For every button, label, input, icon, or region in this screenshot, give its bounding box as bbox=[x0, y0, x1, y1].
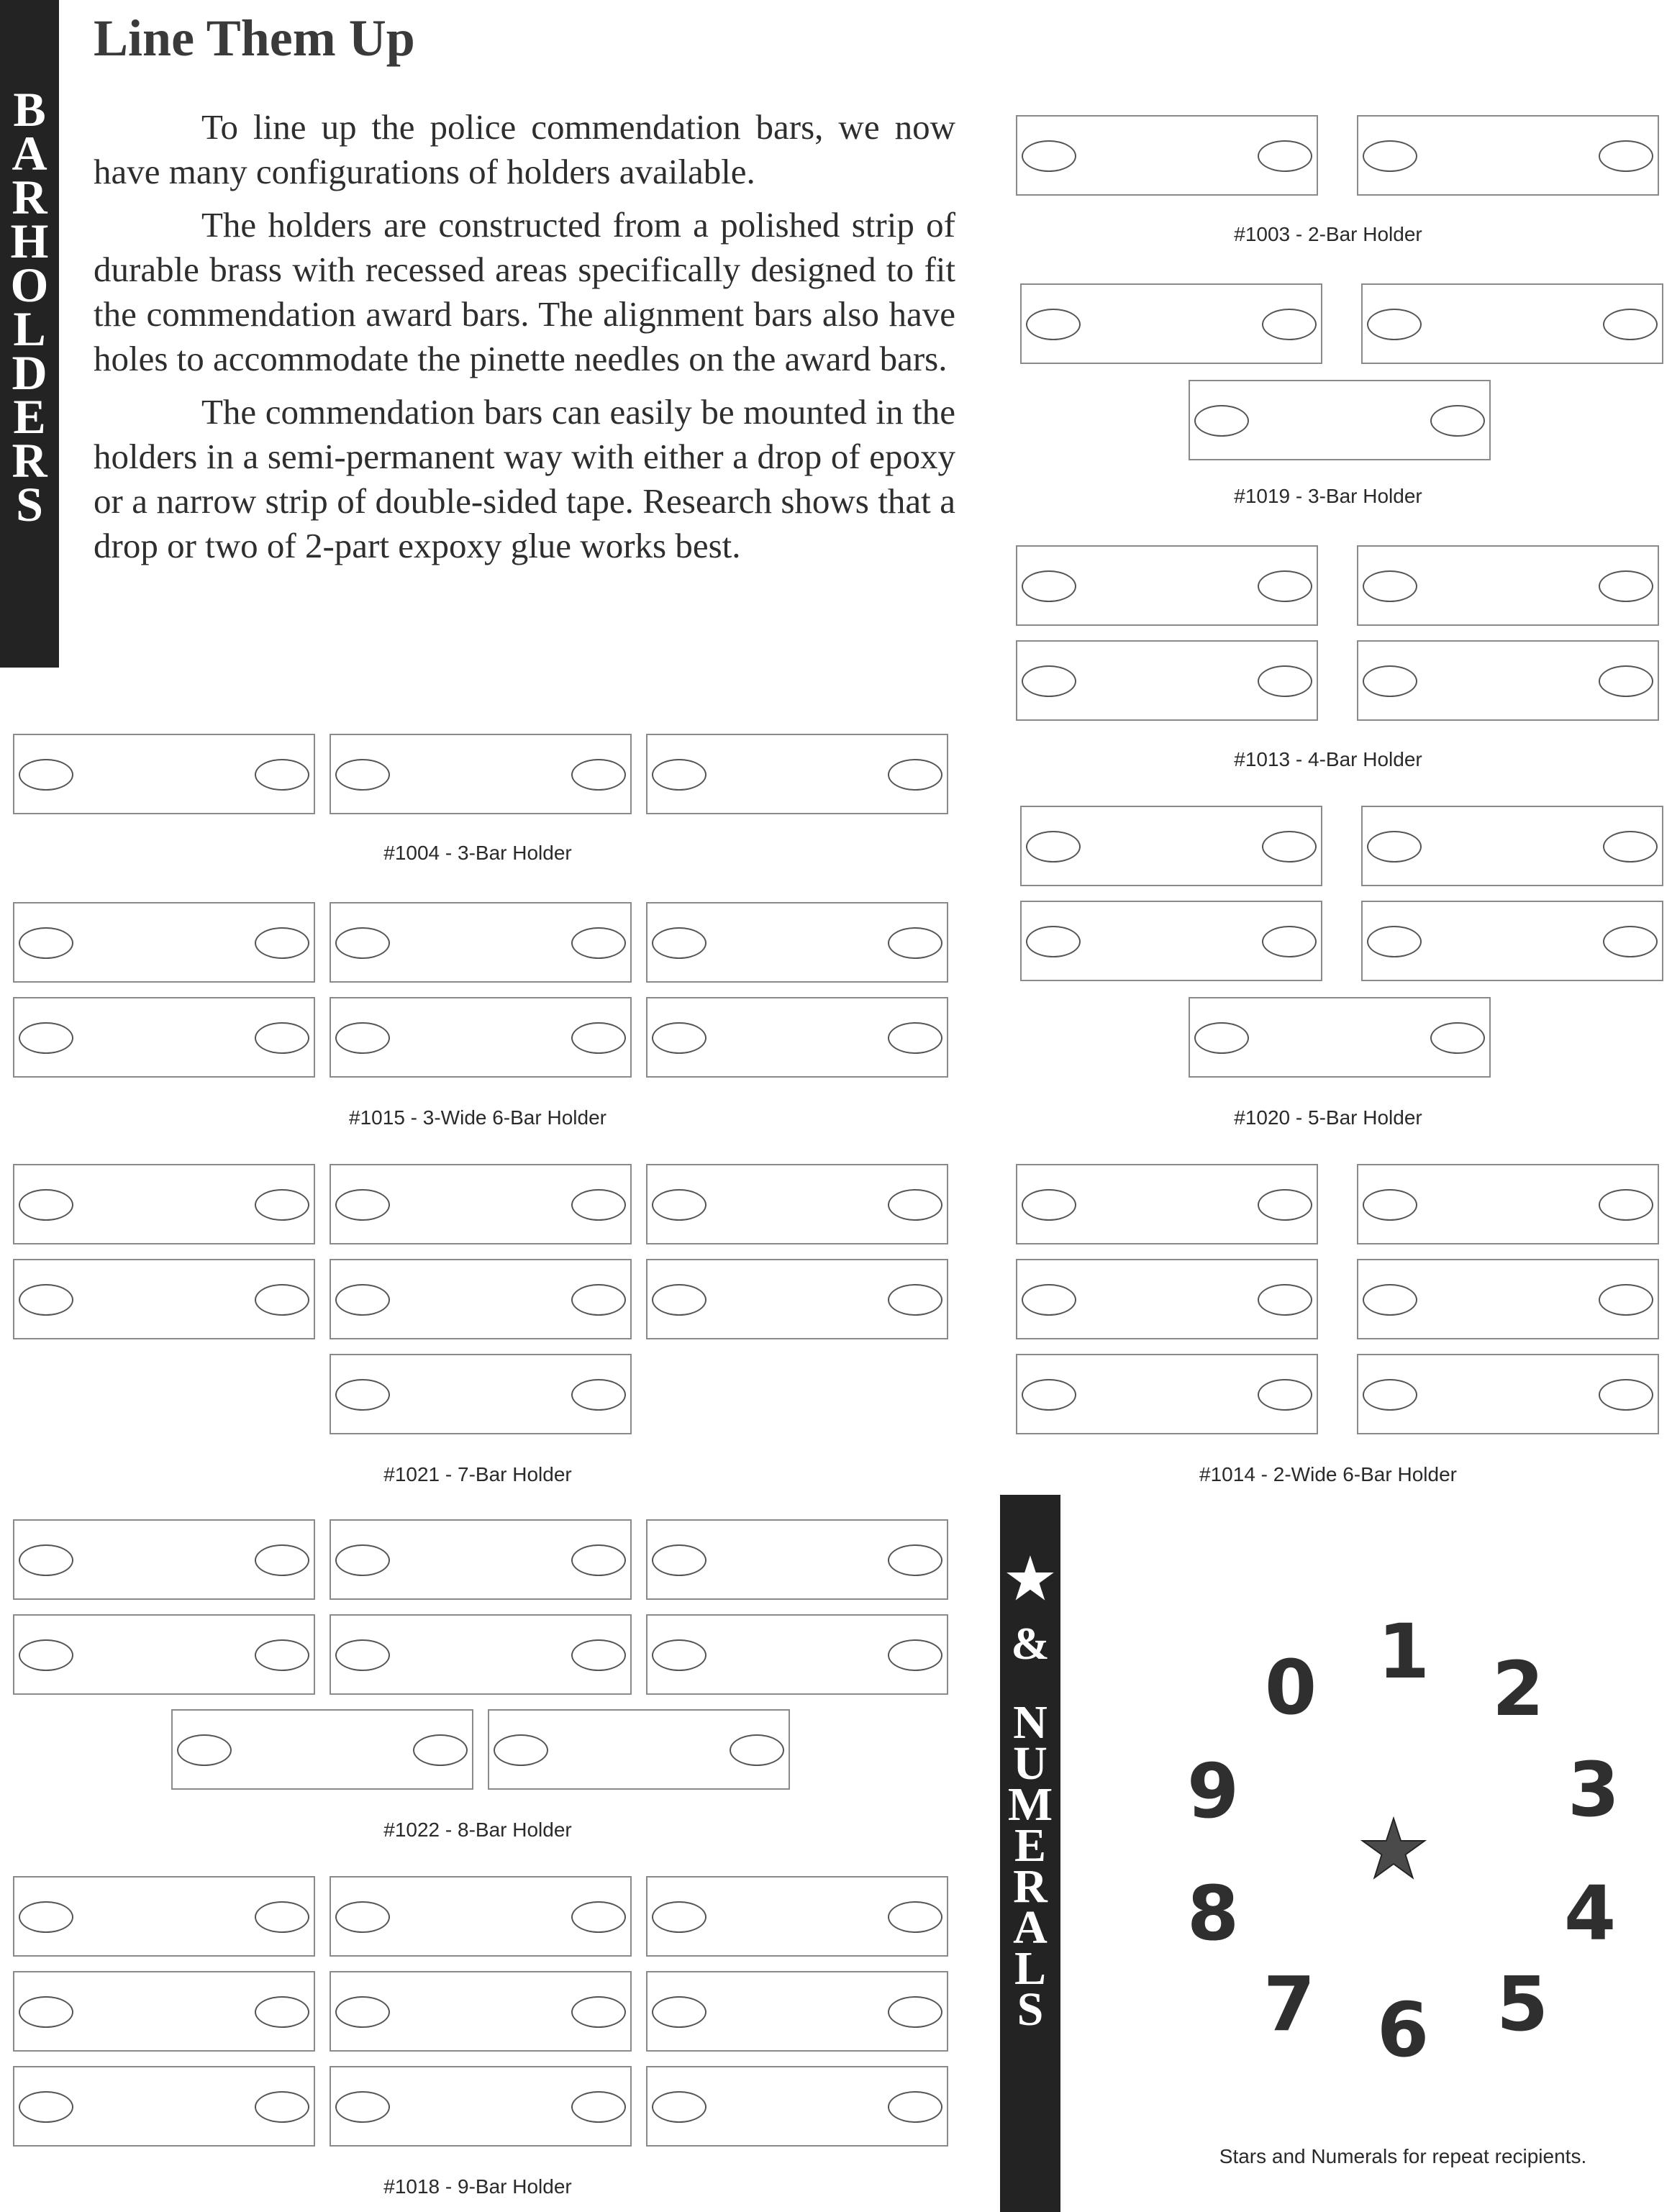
pin-hole bbox=[888, 1901, 942, 1933]
holder-bar bbox=[330, 734, 632, 814]
pin-hole bbox=[255, 1284, 309, 1316]
pin-hole bbox=[19, 927, 73, 959]
banner-letter: L bbox=[13, 301, 46, 356]
holder-bar bbox=[646, 1876, 948, 1957]
holder-bar bbox=[13, 1164, 315, 1244]
banner-letter: L bbox=[1014, 1942, 1047, 1995]
pin-hole bbox=[335, 2091, 390, 2123]
pin-hole bbox=[1599, 570, 1653, 602]
pin-hole bbox=[335, 1639, 390, 1671]
pin-hole bbox=[1363, 1284, 1417, 1316]
pin-hole bbox=[1262, 831, 1317, 863]
product-caption: #1014 - 2-Wide 6-Bar Holder bbox=[1199, 1463, 1457, 1485]
numeral-1: 1 bbox=[1377, 1608, 1430, 1696]
pin-hole bbox=[1258, 570, 1312, 602]
product-caption: #1013 - 4-Bar Holder bbox=[1234, 748, 1422, 770]
banner-letter: A bbox=[1013, 1901, 1048, 1954]
pin-hole bbox=[571, 1544, 626, 1576]
banner-letter: S bbox=[16, 477, 43, 532]
pin-hole bbox=[255, 2091, 309, 2123]
pin-hole bbox=[1599, 1284, 1653, 1316]
holder-bar bbox=[1189, 380, 1491, 460]
intro-paragraph: The holders are constructed from a polished strip of durable brass with recessed areas specifically designed to fit the commendation award bars. The alignment bars also have holes to accommodate the pinette needles on the award bars. bbox=[94, 205, 955, 378]
pin-hole bbox=[1603, 309, 1658, 340]
pin-hole bbox=[888, 759, 942, 791]
holder-bar bbox=[13, 1971, 315, 2052]
banner-letter: E bbox=[13, 389, 46, 444]
holder-bar bbox=[1361, 901, 1663, 981]
pin-hole bbox=[888, 927, 942, 959]
holder-bar bbox=[13, 1259, 315, 1339]
pin-hole bbox=[888, 1996, 942, 2028]
pin-hole bbox=[571, 1284, 626, 1316]
pin-hole bbox=[335, 1544, 390, 1576]
pin-hole bbox=[1258, 1379, 1312, 1411]
pin-hole bbox=[255, 927, 309, 959]
pin-hole bbox=[1599, 140, 1653, 172]
pin-hole bbox=[1262, 309, 1317, 340]
intro-paragraph: To line up the police commendation bars, we now have many configurations of holders available. bbox=[94, 107, 955, 191]
holder-bar bbox=[13, 902, 315, 983]
holder-bar bbox=[330, 997, 632, 1078]
holder-bar bbox=[1357, 115, 1659, 196]
pin-hole bbox=[1258, 140, 1312, 172]
banner-letter: A bbox=[12, 126, 47, 181]
pin-hole bbox=[652, 2091, 706, 2123]
holder-bar bbox=[1361, 283, 1663, 364]
pin-hole bbox=[1599, 665, 1653, 697]
numerals-banner bbox=[1000, 1495, 1060, 2212]
numeral-9: 9 bbox=[1186, 1747, 1240, 1835]
pin-hole bbox=[255, 1901, 309, 1933]
holder-bar bbox=[1016, 640, 1318, 721]
numeral-8: 8 bbox=[1186, 1870, 1240, 1957]
product-caption: #1021 - 7-Bar Holder bbox=[383, 1463, 572, 1485]
pin-hole bbox=[888, 2091, 942, 2123]
holder-bar bbox=[646, 1614, 948, 1695]
numeral-6: 6 bbox=[1376, 1986, 1430, 2074]
pin-hole bbox=[335, 1379, 390, 1411]
holder-bar bbox=[646, 902, 948, 983]
holder-bar bbox=[1189, 997, 1491, 1078]
pin-hole bbox=[1022, 1284, 1076, 1316]
pin-hole bbox=[255, 1022, 309, 1054]
pin-hole bbox=[1430, 1022, 1485, 1054]
holder-bar bbox=[330, 1614, 632, 1695]
pin-hole bbox=[335, 927, 390, 959]
holder-bar bbox=[330, 1876, 632, 1957]
holder-bar bbox=[13, 997, 315, 1078]
pin-hole bbox=[335, 1996, 390, 2028]
banner-letter: R bbox=[12, 433, 47, 488]
banner-letter: S bbox=[1017, 1983, 1044, 2036]
numerals-caption: Stars and Numerals for repeat recipients. bbox=[1219, 2145, 1587, 2167]
pin-hole bbox=[335, 1901, 390, 1933]
pin-hole bbox=[571, 927, 626, 959]
side-banner bbox=[0, 0, 59, 668]
pin-hole bbox=[1194, 405, 1249, 437]
numeral-3: 3 bbox=[1567, 1746, 1620, 1834]
pin-hole bbox=[255, 759, 309, 791]
pin-hole bbox=[730, 1734, 784, 1766]
pin-hole bbox=[571, 1022, 626, 1054]
holder-bar bbox=[1016, 1259, 1318, 1339]
holder-bar bbox=[1016, 1164, 1318, 1244]
intro-paragraph: The commendation bars can easily be mounted in the holders in a semi-permanent way with either a drop of epoxy or a narrow strip of double-sided tape. Research shows that a drop or two of 2-part expoxy glue works best. bbox=[94, 392, 955, 565]
product-caption: #1020 - 5-Bar Holder bbox=[1234, 1106, 1422, 1129]
holder-bar bbox=[13, 734, 315, 814]
numeral-2: 2 bbox=[1491, 1645, 1545, 1733]
holder-bar bbox=[646, 997, 948, 1078]
pin-hole bbox=[255, 1544, 309, 1576]
star-icon bbox=[1360, 1816, 1427, 1882]
page-title: Line Them Up bbox=[94, 9, 415, 67]
pin-hole bbox=[652, 1189, 706, 1221]
pin-hole bbox=[255, 1639, 309, 1671]
pin-hole bbox=[1262, 926, 1317, 957]
pin-hole bbox=[1599, 1379, 1653, 1411]
pin-hole bbox=[1026, 831, 1081, 863]
pin-hole bbox=[1022, 570, 1076, 602]
pin-hole bbox=[652, 927, 706, 959]
pin-hole bbox=[19, 759, 73, 791]
holder-bar bbox=[1020, 283, 1322, 364]
pin-hole bbox=[19, 1901, 73, 1933]
pin-hole bbox=[413, 1734, 468, 1766]
pin-hole bbox=[1258, 1284, 1312, 1316]
holder-bar bbox=[330, 1519, 632, 1600]
pin-hole bbox=[255, 1996, 309, 2028]
pin-hole bbox=[1258, 1189, 1312, 1221]
holder-bar bbox=[330, 1259, 632, 1339]
pin-hole bbox=[1258, 665, 1312, 697]
pin-hole bbox=[1363, 1379, 1417, 1411]
numeral-7: 7 bbox=[1263, 1960, 1316, 2048]
banner-letter: N bbox=[1013, 1696, 1048, 1749]
product-caption: #1019 - 3-Bar Holder bbox=[1234, 485, 1422, 507]
holder-bar bbox=[646, 1519, 948, 1600]
pin-hole bbox=[1367, 309, 1422, 340]
pin-hole bbox=[1599, 1189, 1653, 1221]
pin-hole bbox=[1022, 1189, 1076, 1221]
pin-hole bbox=[652, 1544, 706, 1576]
banner-letter: H bbox=[10, 214, 49, 268]
numerals-banner-text bbox=[1000, 1549, 1060, 2036]
holder-bar bbox=[1357, 1354, 1659, 1434]
pin-hole bbox=[19, 1544, 73, 1576]
pin-hole bbox=[571, 759, 626, 791]
pin-hole bbox=[652, 759, 706, 791]
holder-bar bbox=[1016, 545, 1318, 626]
pin-hole bbox=[1022, 140, 1076, 172]
holder-bar bbox=[646, 1259, 948, 1339]
pin-hole bbox=[1363, 665, 1417, 697]
pin-hole bbox=[888, 1189, 942, 1221]
holder-bar bbox=[1357, 1164, 1659, 1244]
holder-bar bbox=[171, 1709, 473, 1790]
pin-hole bbox=[1603, 831, 1658, 863]
holder-bar bbox=[330, 1354, 632, 1434]
pin-hole bbox=[335, 759, 390, 791]
holder-bar bbox=[1357, 545, 1659, 626]
pin-hole bbox=[571, 2091, 626, 2123]
pin-hole bbox=[19, 1996, 73, 2028]
holder-bar bbox=[330, 1164, 632, 1244]
pin-hole bbox=[19, 1639, 73, 1671]
pin-hole bbox=[1363, 1189, 1417, 1221]
pin-hole bbox=[1026, 926, 1081, 957]
pin-hole bbox=[494, 1734, 548, 1766]
pin-hole bbox=[19, 1189, 73, 1221]
holder-bar bbox=[330, 2066, 632, 2147]
pin-hole bbox=[1022, 1379, 1076, 1411]
product-caption: #1003 - 2-Bar Holder bbox=[1234, 223, 1422, 245]
banner-letter: R bbox=[1013, 1860, 1048, 1913]
holder-bar bbox=[330, 1971, 632, 2052]
product-caption: #1015 - 3-Wide 6-Bar Holder bbox=[349, 1106, 606, 1129]
pin-hole bbox=[1603, 926, 1658, 957]
pin-hole bbox=[1026, 309, 1081, 340]
holder-bar bbox=[646, 2066, 948, 2147]
holder-bar bbox=[646, 1164, 948, 1244]
pin-hole bbox=[177, 1734, 232, 1766]
product-caption: #1022 - 8-Bar Holder bbox=[383, 1819, 572, 1841]
star-icon: ★ bbox=[1005, 1549, 1055, 1610]
holder-bar bbox=[1020, 806, 1322, 886]
product-caption: #1018 - 9-Bar Holder bbox=[383, 2175, 572, 2198]
pin-hole bbox=[335, 1022, 390, 1054]
holder-bar bbox=[13, 1614, 315, 1695]
holder-bar bbox=[1357, 1259, 1659, 1339]
holder-bar bbox=[13, 1876, 315, 1957]
pin-hole bbox=[652, 1022, 706, 1054]
pin-hole bbox=[1363, 570, 1417, 602]
pin-hole bbox=[19, 2091, 73, 2123]
pin-hole bbox=[1430, 405, 1485, 437]
holder-bar bbox=[1016, 1354, 1318, 1434]
pin-hole bbox=[888, 1544, 942, 1576]
pin-hole bbox=[1194, 1022, 1249, 1054]
pin-hole bbox=[571, 1996, 626, 2028]
pin-hole bbox=[652, 1901, 706, 1933]
numeral-0: 0 bbox=[1264, 1644, 1317, 1731]
holder-bar bbox=[13, 1519, 315, 1600]
pin-hole bbox=[1363, 140, 1417, 172]
banner-letter: D bbox=[12, 345, 47, 400]
pin-hole bbox=[888, 1284, 942, 1316]
holder-bar bbox=[1020, 901, 1322, 981]
banner-ampersand: & bbox=[1011, 1618, 1050, 1669]
pin-hole bbox=[335, 1284, 390, 1316]
side-banner-text bbox=[0, 82, 59, 532]
pin-hole bbox=[19, 1284, 73, 1316]
banner-letter: M bbox=[1007, 1778, 1053, 1831]
pin-hole bbox=[19, 1022, 73, 1054]
holder-bar bbox=[646, 1971, 948, 2052]
holder-bar bbox=[330, 902, 632, 983]
banner-letter: R bbox=[12, 170, 47, 224]
pin-hole bbox=[571, 1379, 626, 1411]
pin-hole bbox=[888, 1022, 942, 1054]
product-caption: #1004 - 3-Bar Holder bbox=[383, 842, 572, 864]
banner-letter: E bbox=[1014, 1819, 1047, 1872]
holder-bar bbox=[646, 734, 948, 814]
pin-hole bbox=[1367, 926, 1422, 957]
numeral-5: 5 bbox=[1496, 1960, 1549, 2048]
banner-letter: O bbox=[10, 258, 49, 312]
holder-bar bbox=[488, 1709, 790, 1790]
banner-letter: U bbox=[1013, 1737, 1048, 1790]
pin-hole bbox=[652, 1284, 706, 1316]
holder-bar bbox=[1016, 115, 1318, 196]
pin-hole bbox=[571, 1189, 626, 1221]
holder-bar bbox=[1357, 640, 1659, 721]
pin-hole bbox=[1367, 831, 1422, 863]
holder-bar bbox=[1361, 806, 1663, 886]
banner-letter: B bbox=[13, 82, 46, 137]
pin-hole bbox=[255, 1189, 309, 1221]
intro-text bbox=[94, 105, 955, 577]
pin-hole bbox=[888, 1639, 942, 1671]
pin-hole bbox=[335, 1189, 390, 1221]
pin-hole bbox=[571, 1639, 626, 1671]
pin-hole bbox=[571, 1901, 626, 1933]
pin-hole bbox=[652, 1639, 706, 1671]
pin-hole bbox=[1022, 665, 1076, 697]
pin-hole bbox=[652, 1996, 706, 2028]
numeral-4: 4 bbox=[1563, 1870, 1617, 1957]
holder-bar bbox=[13, 2066, 315, 2147]
